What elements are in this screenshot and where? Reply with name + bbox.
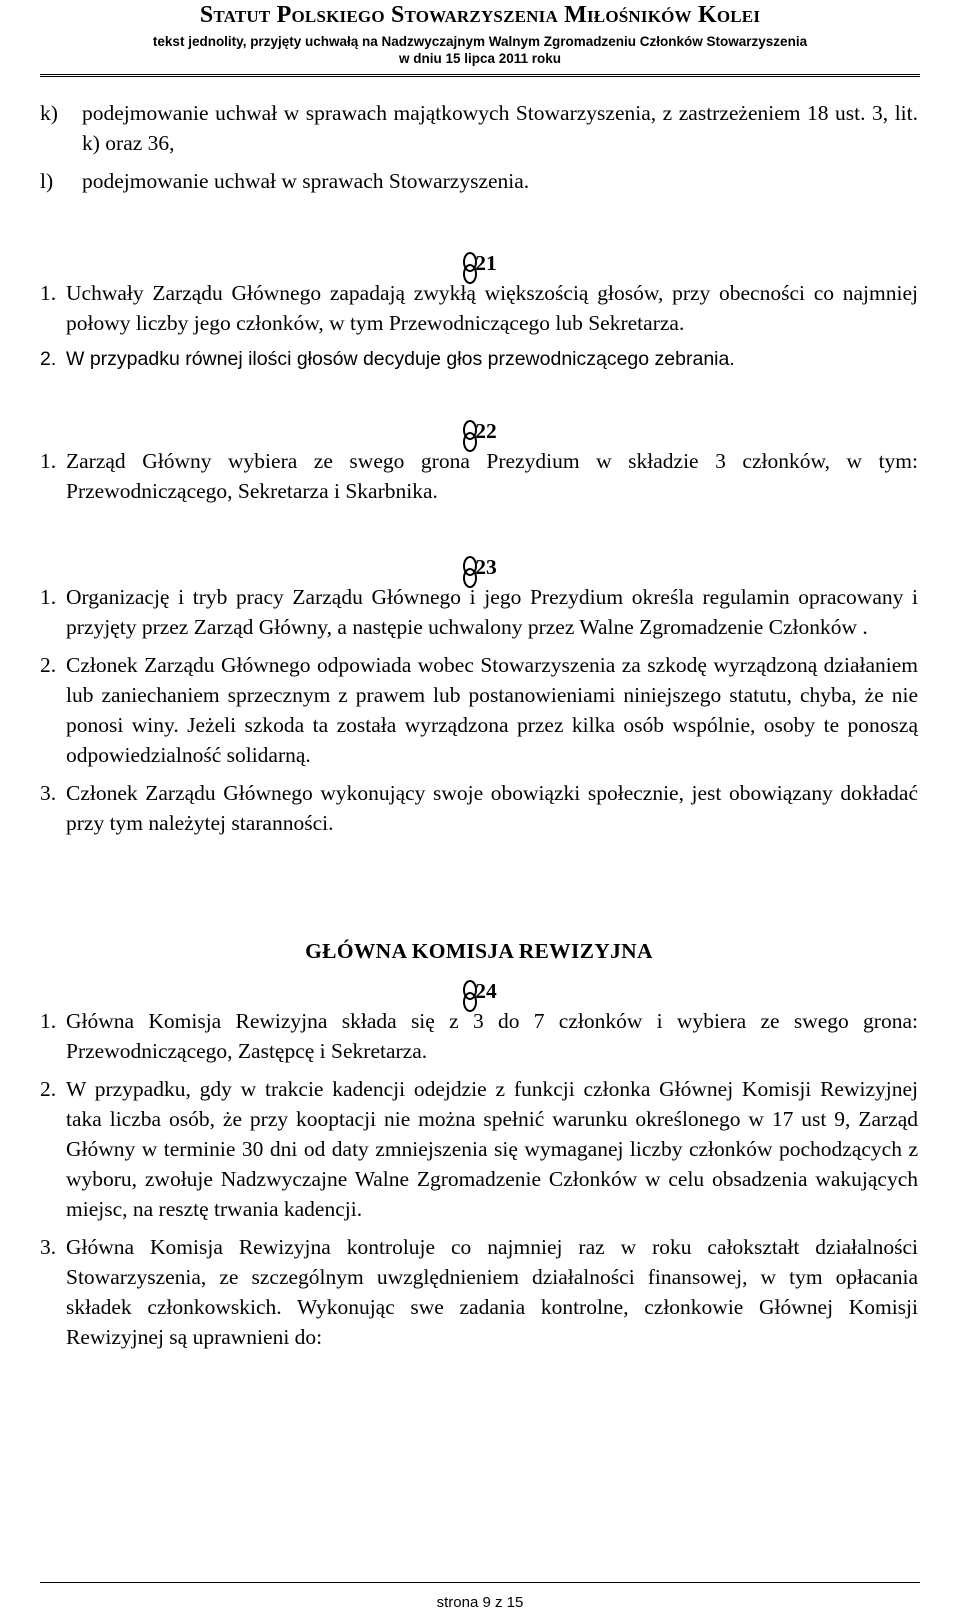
page-header xyxy=(0,2,960,77)
item-text: Uchwały Zarządu Głównego zapadają zwykłą większością głosów, przy obecności co najmniej połowy liczby jego członków, w tym Przewodniczącego lub Sekretarza. xyxy=(66,281,918,335)
paragraph-number: 21 xyxy=(475,251,497,275)
list-item xyxy=(40,1074,918,1224)
item-text: Członek Zarządu Głównego odpowiada wobec Stowarzyszenia za szkodę wyrządzoną działaniem lub zaniechaniem sprzecznym z prawem lub postanowieniami niniejszego statutu, chyba, że nie ponosi winy. Jeżeli szkoda ta została wyrządzona przez kilka osób wspólnie, osoby te ponoszą odpowiedzialność solidarną. xyxy=(66,653,918,767)
item-text: Główna Komisja Rewizyjna składa się z 3 do 7 członków i wybiera ze swego grona: Przewodniczącego, Zastępcę i Sekretarza. xyxy=(66,1009,918,1063)
document-subtitle xyxy=(0,33,960,67)
item-text: Główna Komisja Rewizyjna kontroluje co najmniej raz w roku całokształt działalności Stowarzyszenia, ze szczególnym uwzględnieniem działalności finansowej, w tym opłacania składek członkowskich. Wykonując swe zadania kontrolne, członkowie Głównej Komisji Rewizyjnej są uprawnieni do: xyxy=(66,1235,918,1349)
subtitle-line-1: tekst jednolity, przyjęty uchwałą na Nadzwyczajnym Walnym Zgromadzeniu Członków Stowarzyszenia xyxy=(152,34,808,49)
document-body xyxy=(40,94,918,1355)
item-marker: 2. xyxy=(40,348,57,370)
list-item xyxy=(40,650,918,770)
paragraph-heading-23 xyxy=(40,552,918,582)
subtitle-line-2: w dniu 15 lipca 2011 roku xyxy=(398,51,562,66)
list-item xyxy=(40,278,918,338)
list-item xyxy=(40,98,918,158)
item-text: W przypadku, gdy w trakcie kadencji odejdzie z funkcji członka Głównej Komisji Rewizyjnej taka liczba osób, że przy kooptacji nie można spełnić warunku określonego w 17 ust 9, Zarząd Główny w terminie 30 dni od daty zmniejszenia się wymaganej liczby członków pochodzących z wyboru, zwołuje Nadzwyczajne Walne Zgromadzenie Członków w celu obsadzenia wakujących miejsc, na resztę trwania kadencji. xyxy=(66,1077,918,1221)
list-item xyxy=(40,446,918,506)
paragraph-number: 24 xyxy=(475,979,497,1003)
paragraph-number: 22 xyxy=(475,419,497,443)
item-marker: 1. xyxy=(40,281,57,305)
header-divider xyxy=(40,74,920,77)
page-number: strona 9 z 15 xyxy=(436,1594,524,1611)
item-text: podejmowanie uchwał w sprawach Stowarzyszenia. xyxy=(82,169,530,193)
item-text: W przypadku równej ilości głosów decyduje głos przewodniczącego zebrania. xyxy=(66,348,735,370)
item-text: Zarząd Główny wybiera ze swego grona Prezydium w składzie 3 członków, w tym: Przewodniczącego, Sekretarza i Skarbnika. xyxy=(66,449,918,503)
list-item xyxy=(40,166,918,196)
list-item xyxy=(40,1232,918,1352)
list-item xyxy=(40,582,918,642)
footer-divider xyxy=(40,1582,920,1583)
item-text: Organizację i tryb pracy Zarządu Głównego i jego Prezydium określa regulamin opracowany i przyjęty przez Zarząd Główny, a następie uchwalony przez Walne Zgromadzenie Członków . xyxy=(66,585,918,639)
item-text: Członek Zarządu Głównego wykonujący swoje obowiązki społecznie, jest obowiązany dokładać przy tym należytej staranności. xyxy=(66,781,918,835)
item-marker: 1. xyxy=(40,1009,57,1033)
item-text: podejmowanie uchwał w sprawach majątkowych Stowarzyszenia, z zastrzeżeniem 18 ust. 3, lit. k) oraz 36, xyxy=(82,101,918,155)
list-item xyxy=(40,344,918,374)
item-marker: k) xyxy=(40,101,58,125)
item-marker: 2. xyxy=(40,1077,57,1101)
paragraph-heading-21 xyxy=(40,248,918,278)
item-marker: 1. xyxy=(40,585,57,609)
list-item xyxy=(40,1006,918,1066)
list-item xyxy=(40,778,918,838)
paragraph-number: 23 xyxy=(475,555,497,579)
item-marker: 1. xyxy=(40,449,57,473)
item-marker: 3. xyxy=(40,1235,57,1259)
section-title: GŁÓWNA KOMISJA REWIZYJNA xyxy=(305,939,653,963)
item-marker: 3. xyxy=(40,781,57,805)
document-title: Statut Polskiego Stowarzyszenia Miłośników Kolei xyxy=(199,2,761,28)
paragraph-heading-24 xyxy=(40,976,918,1006)
item-marker: 2. xyxy=(40,653,57,677)
paragraph-heading-22 xyxy=(40,416,918,446)
item-marker: l) xyxy=(40,169,54,193)
